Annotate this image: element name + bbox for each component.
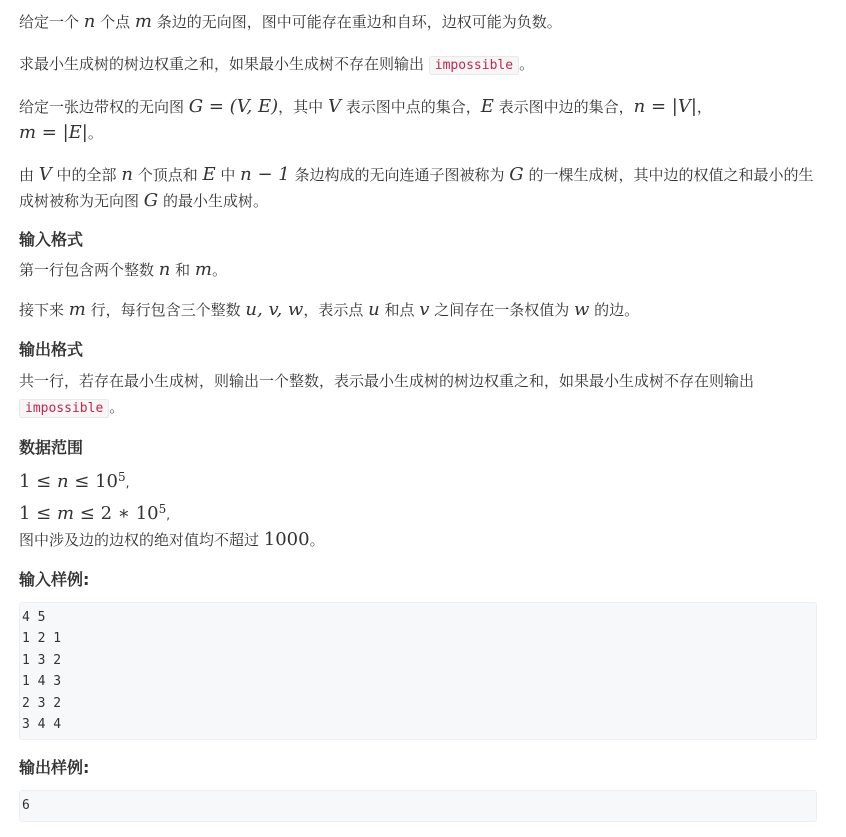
math-m: m — [134, 11, 152, 32]
sample-output-block: 6 — [19, 790, 817, 821]
inline-code-impossible: impossible — [429, 56, 519, 75]
math-n: n — [83, 11, 96, 32]
paragraph-input-first-line: 第一行包含两个整数 n 和 m。 — [19, 259, 228, 280]
paragraph-intro: 给定一个 n 个点 m 条边的无向图，图中可能存在重边和自环，边权可能为负数。 — [19, 11, 562, 32]
paragraph-task: 求最小生成树的树边权重之和，如果最小生成树不存在则输出 impossible 。 — [19, 55, 535, 73]
paragraph-spanning-tree: 由 V 中的全部 n 个顶点和 E 中 n − 1 条边构成的无向连通子图被称为 G 的一棵生成树，其中边的权值之和最小的生成树被称为无向图 G 的最小生成树。 — [19, 164, 814, 211]
sample-input-block: 4 5 1 2 1 1 3 2 1 4 3 2 3 2 3 4 4 — [19, 602, 817, 740]
paragraph-output: 共一行，若存在最小生成树，则输出一个整数，表示最小生成树的树边权重之和，如果最小生成树不存在则输出 impossible 。 — [19, 372, 755, 416]
heading-sample-input: 输入样例: — [19, 570, 90, 589]
range-n: $1 \le n \le 10^5$, — [19, 470, 130, 492]
inline-code-impossible-output: impossible — [19, 399, 109, 418]
range-weight: 图中涉及边的边权的绝对值均不超过 1000。 — [19, 529, 325, 550]
math-graph: G = (V, E) — [188, 96, 279, 117]
paragraph-definition: 给定一张边带权的无向图 G = (V, E)，其中 V 表示图中点的集合，E 表示图中边的集合，n = |V|， m = |E|。 — [19, 96, 712, 143]
heading-input-format: 输入格式 — [19, 230, 84, 249]
heading-data-range: 数据范围 — [19, 438, 84, 457]
heading-output-format: 输出格式 — [19, 340, 84, 359]
range-m: 1 ≤ m ≤ 2 ∗ $10^5$, — [19, 502, 171, 524]
heading-sample-output: 输出样例: — [19, 758, 90, 778]
paragraph-input-edges: 接下来 m 行，每行包含三个整数 u, v, w，表示点 u 和点 v 之间存在一条权值为 w 的边。 — [19, 299, 640, 320]
